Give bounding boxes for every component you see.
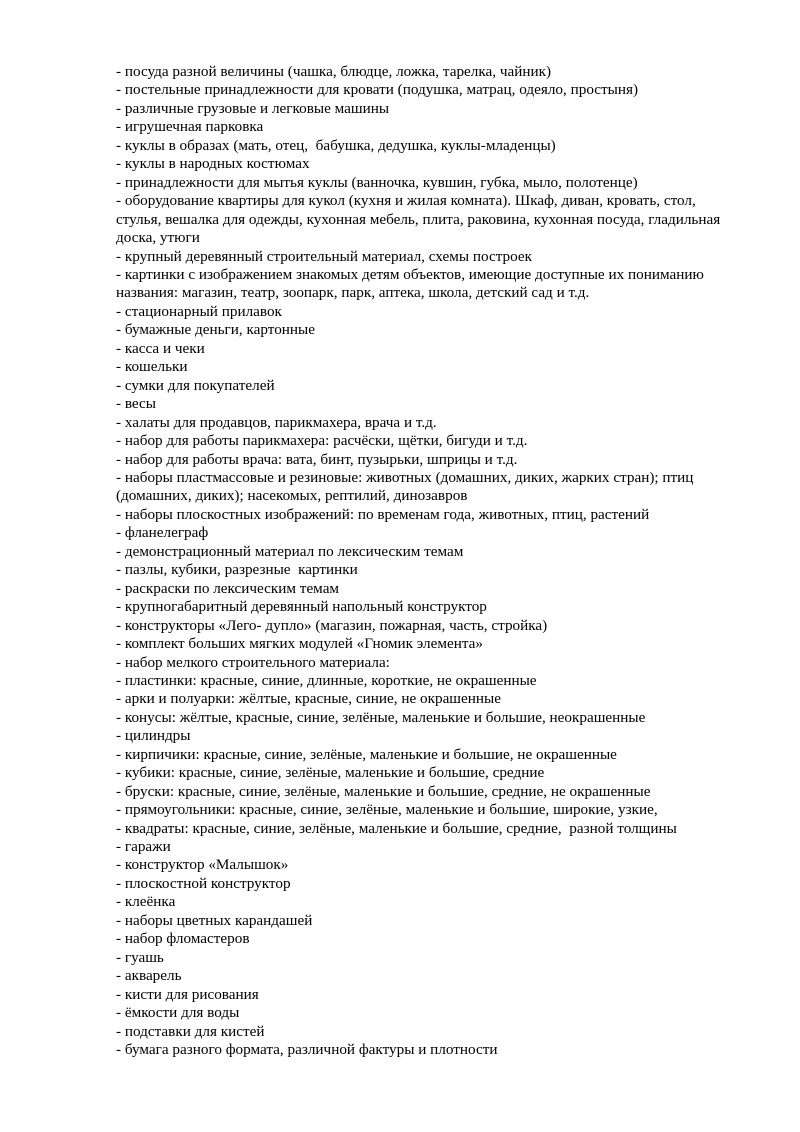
list-item: - клеёнка	[116, 893, 176, 911]
list-item: - наборы плоскостных изображений: по временам года, животных, птиц, растений	[116, 505, 650, 523]
list-item: - плоскостной конструктор	[116, 874, 291, 892]
list-item: - комплект больших мягких модулей «Гномик элемента»	[116, 635, 484, 653]
list-item: - конусы: жёлтые, красные, синие, зелёные, маленькие и большие, неокрашенные	[116, 708, 646, 726]
list-item: - кошельки	[116, 358, 188, 376]
list-item: - посуда разной величины (чашка, блюдце, ложка, тарелка, чайник)	[116, 63, 552, 80]
list-item: - раскраски по лексическим темам	[116, 579, 340, 597]
list-item: - акварель	[116, 967, 182, 985]
list-item: - постельные принадлежности для кровати (подушка, матрац, одеяло, простыня)	[116, 81, 639, 99]
list-item: - конструктор «Малышок»	[116, 856, 289, 874]
list-item: - различные грузовые и легковые машины	[116, 99, 390, 117]
list-item: - весы	[116, 395, 157, 413]
list-item: - наборы пластмассовые и резиновые: животных (домашних, диких, жарких стран); птиц	[116, 468, 694, 486]
list-item: - стационарный прилавок	[116, 302, 282, 320]
list-item: - набор мелкого строительного материала:	[116, 653, 390, 671]
list-item: - касса и чеки	[116, 339, 205, 357]
list-item-continuation: стулья, вешалка для одежды, кухонная мебель, плита, раковина, кухонная посуда, гладильная	[116, 210, 721, 228]
list-item: - квадраты: красные, синие, зелёные, маленькие и большие, средние, разной толщины	[116, 819, 677, 837]
list-item: - набор для работы парикмахера: расчёски, щётки, бигуди и т.д.	[116, 432, 528, 450]
list-item: - набор для работы врача: вата, бинт, пузырьки, шприцы и т.д.	[116, 450, 518, 468]
list-item: - набор фломастеров	[116, 930, 250, 948]
list-item: - кирпичики: красные, синие, зелёные, маленькие и большие, не окрашенные	[116, 745, 617, 763]
list-item: - бумага разного формата, различной фактуры и плотности	[116, 1041, 498, 1059]
list-item: - фланелеграф	[116, 524, 209, 542]
list-item: - пластинки: красные, синие, длинные, короткие, не окрашенные	[116, 671, 537, 689]
list-item-continuation: названия: магазин, театр, зоопарк, парк, аптека, школа, детский сад и т.д.	[116, 284, 590, 302]
list-item: - подставки для кистей	[116, 1022, 265, 1040]
list-item: - халаты для продавцов, парикмахера, врача и т.д.	[116, 413, 437, 431]
list-item: - картинки с изображением знакомых детям объектов, имеющие доступные их пониманию	[116, 265, 704, 283]
list-item-continuation: доска, утюги	[116, 229, 200, 247]
list-item: - демонстрационный материал по лексическим темам	[116, 542, 464, 560]
list-item: - игрушечная парковка	[116, 118, 264, 136]
list-item: - принадлежности для мытья куклы (ванночка, кувшин, губка, мыло, полотенце)	[116, 173, 638, 191]
list-item: - цилиндры	[116, 727, 191, 745]
list-item: - арки и полуарки: жёлтые, красные, синие, не окрашенные	[116, 690, 501, 708]
list-item: - крупный деревянный строительный материал, схемы построек	[116, 247, 533, 265]
list-item: - крупногабаритный деревянный напольный конструктор	[116, 598, 487, 616]
list-item: - оборудование квартиры для кукол (кухня и жилая комната). Шкаф, диван, кровать, стол,	[116, 192, 696, 210]
list-item: - куклы в народных костюмах	[116, 155, 310, 173]
list-item: - кубики: красные, синие, зелёные, маленькие и большие, средние	[116, 764, 545, 782]
list-item: - кисти для рисования	[116, 985, 259, 1003]
list-item: - гаражи	[116, 838, 171, 856]
list-item: - бумажные деньги, картонные	[116, 321, 315, 339]
list-item: - пазлы, кубики, разрезные картинки	[116, 561, 358, 579]
list-item-continuation: (домашних, диких); насекомых, рептилий, динозавров	[116, 487, 468, 505]
list-item: - прямоугольники: красные, синие, зелёные, маленькие и большие, широкие, узкие,	[116, 801, 658, 819]
list-item: - конструкторы «Лего- дупло» (магазин, пожарная, часть, стройка)	[116, 616, 548, 634]
document-page	[116, 63, 756, 1059]
list-item: - наборы цветных карандашей	[116, 911, 313, 929]
list-item: - куклы в образах (мать, отец, бабушка, дедушка, куклы-младенцы)	[116, 136, 556, 154]
list-item: - бруски: красные, синие, зелёные, маленькие и большие, средние, не окрашенные	[116, 782, 651, 800]
list-item: - ёмкости для воды	[116, 1004, 240, 1022]
list-item: - гуашь	[116, 948, 164, 966]
list-item: - сумки для покупателей	[116, 376, 275, 394]
